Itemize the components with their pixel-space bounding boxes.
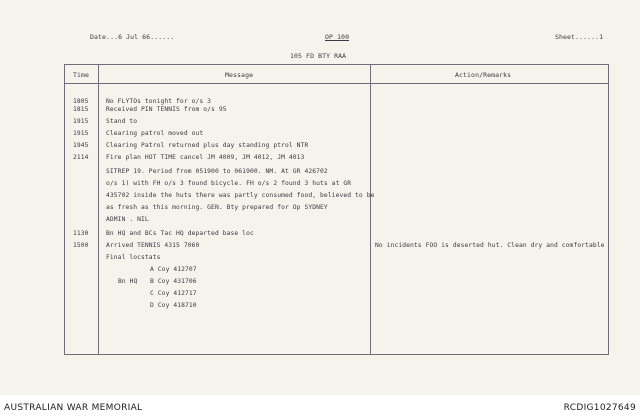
entry-time: 1915 bbox=[73, 130, 89, 137]
locstat-entry: D Coy 418710 bbox=[150, 302, 197, 309]
entry-message: Bn HQ and BCs Tac HQ departed base loc bbox=[106, 230, 254, 237]
entry-time: 1945 bbox=[73, 142, 89, 149]
sitrep-line: 435702 inside the huts there was partly consumed food, believed to be bbox=[106, 192, 375, 199]
entry-time: 1500 bbox=[73, 242, 89, 249]
entry-time: 1805 bbox=[73, 98, 89, 105]
entry-message: Stand to bbox=[106, 118, 138, 125]
entry-time: 2114 bbox=[73, 154, 89, 161]
sitrep-line: ADMIN . NIL bbox=[106, 216, 149, 223]
column-header-message: Message bbox=[225, 71, 254, 79]
date-field: Date...6 Jul 66...... bbox=[90, 33, 175, 41]
sitrep-line: as fresh as this morning. GEN. Bty prepared for Op SYDNEY bbox=[106, 204, 328, 211]
table-right-rule bbox=[608, 64, 609, 354]
sitrep-line: o/s 1) with FH o/s 3 found bicycle. FH o/s 2 found 3 huts at GR bbox=[106, 180, 352, 187]
entry-message: Fire plan HOT TIME cancel JM 4009, JM 4012, JM 4013 bbox=[106, 154, 305, 161]
entry-message: Received PIN TENNIS from o/s 95 bbox=[106, 106, 227, 113]
table-left-rule bbox=[64, 64, 65, 354]
table-bottom-rule bbox=[64, 354, 609, 355]
op-number: OP 100 bbox=[325, 33, 350, 41]
footer-archive-name: AUSTRALIAN WAR MEMORIAL bbox=[4, 403, 143, 413]
action-remark: No incidents FOO is deserted hut. Clean dry and comfortable bbox=[375, 242, 605, 249]
entry-message: Clearing patrol moved out bbox=[106, 130, 204, 137]
entry-message: Clearing Patrol returned plus day standing ptrol NTR bbox=[106, 142, 309, 149]
unit-title: 105 FD BTY RAA bbox=[290, 52, 347, 60]
sheet-field: Sheet......1 bbox=[555, 33, 604, 41]
table-message-divider bbox=[370, 64, 371, 354]
sitrep-line: SITREP 19. Period from 051900 to 061900. NM. At GR 426702 bbox=[106, 168, 328, 175]
locstat-entry: B Coy 431706 bbox=[150, 278, 197, 285]
table-header-rule bbox=[64, 83, 609, 84]
entry-message: No FLYTOs tonight for o/s 3 bbox=[106, 98, 212, 105]
locstat-entry: A Coy 412707 bbox=[150, 266, 197, 273]
bn-hq-label: Bn HQ bbox=[118, 278, 138, 285]
locstats-label: Final locstats bbox=[106, 254, 161, 261]
table-top-rule bbox=[64, 64, 609, 65]
column-header-action: Action/Remarks bbox=[455, 71, 512, 79]
locstat-entry: C Coy 412717 bbox=[150, 290, 197, 297]
entry-time: 1915 bbox=[73, 118, 89, 125]
entry-time: 1130 bbox=[73, 230, 89, 237]
entry-time: 1815 bbox=[73, 106, 89, 113]
column-header-time: Time bbox=[73, 71, 90, 79]
footer-record-id: RCDIG1027649 bbox=[563, 403, 636, 413]
entry-message: Arrived TENNIS 4315 7060 bbox=[106, 242, 200, 249]
table-time-divider bbox=[98, 64, 99, 354]
